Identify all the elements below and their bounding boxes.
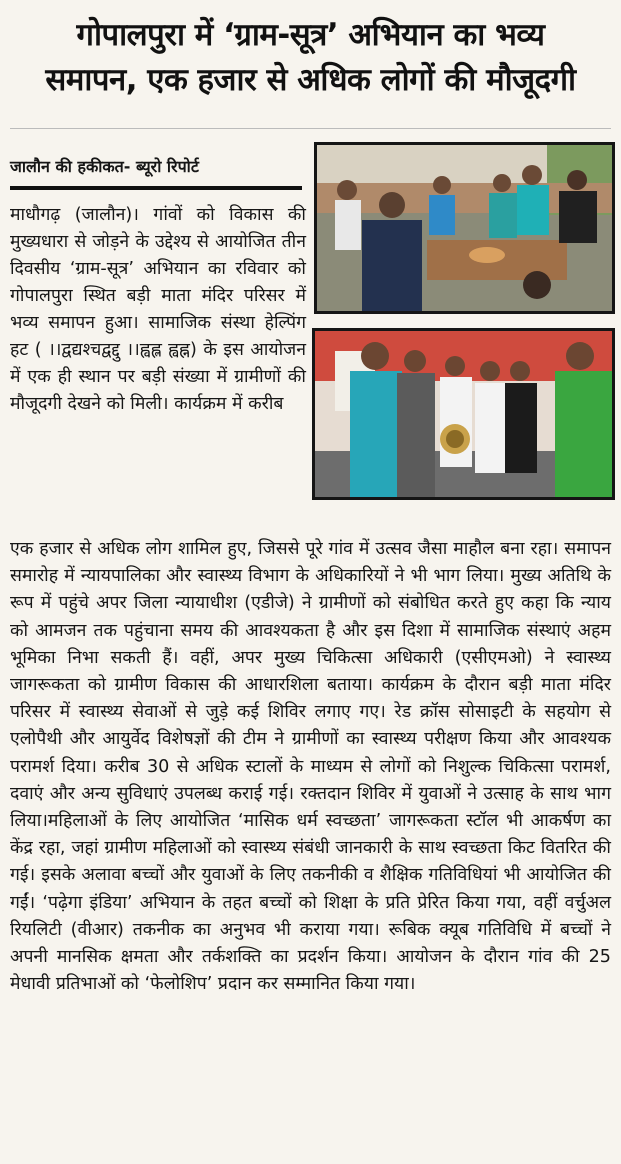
headline-line-2: समापन, एक हजार से अधिक लोगों की मौजूदगी xyxy=(45,62,576,98)
article-paragraph-narrow: माधौगढ़ (जालौन)। गांवों को विकास की मुख्यधारा से जोड़ने के उद्देश्य से आयोजित तीन दिवसीय ‘ग्राम-सूत्र’ अभियान का रविवार को गोपालपुरा स्थित बड़ी माता मंदिर परिसर में भव्य समापन हुआ। सामाजिक संस्था हेल्पिंग हट ( ।।द्वद्यश्चद्वद्दु ।।ह्वह्ल ह्वह्न) के इस आयोजन में एक ही स्थान पर बड़ी संख्या में ग्रामीणों की मौजूदगी देखने को मिली। कार्यक्रम में करीब xyxy=(10,205,306,414)
article-body-narrow xyxy=(10,202,306,418)
photo-meeting-image xyxy=(317,145,612,311)
article-paragraph-wide: एक हजार से अधिक लोग शामिल हुए, जिससे पूरे गांव में उत्सव जैसा माहौल बना रहा। समापन समारोह में न्यायपालिका और स्वास्थ्य विभाग के अधिकारियों ने भी भाग लिया। मुख्य अतिथि के रूप में पहुंचे अपर जिला न्यायाधीश (एडीजे) ने ग्रामीणों को संबोधित करते हुए कहा कि न्याय को आमजन तक पहुंचाना समय की आवश्यकता है और इस दिशा में सामाजिक संस्थाएं अहम भूमिका निभा सकती हैं। वहीं, अपर मुख्य चिकित्सा अधिकारी (एसीएमओ) ने स्वास्थ्य जागरूकता को ग्रामीण विकास की आधारशिला बताया। कार्यक्रम के दौरान बड़ी माता मंदिर परिसर में स्वास्थ्य सेवाओं से जुड़े कई शिविर लगाए गए। रेड क्रॉस सोसाइटी के सहयोग से एलोपैथी और आयुर्वेद विशेषज्ञों की टीम ने ग्रामीणों का स्वास्थ्य परीक्षण किया और आवश्यक परामर्श दिया। करीब 30 से अधिक स्टालों के माध्यम से लोगों को निशुल्क चिकित्सा परामर्श, दवाएं और अन्य सुविधाएं उपलब्ध कराई गई। रक्तदान शिविर में युवाओं ने उत्साह के साथ भाग लिया।महिलाओं के लिए आयोजित ‘मासिक धर्म स्वच्छता’ जागरूकता स्टॉल भी आकर्षण का केंद्र रहा, जहां ग्रामीण महिलाओं को स्वास्थ्य संबंधी जानकारी के साथ स्वच्छता किट वितरित की गई। इसके अलावा बच्चों और युवाओं के लिए तकनीकी व शैक्षिक गतिविधियां भी आयोजित की गईं। ‘पढ़ेगा इंडिया’ अभियान के तहत बच्चों को शिक्षा के प्रति प्रेरित किया गया, वहीं वर्चुअल रियलिटी (वीआर) तकनीक का अनुभव भी कराया गया। रूबिक क्यूब गतिविधि में बच्चों ने अपनी मानसिक क्षमता और तर्कशक्ति का प्रदर्शन किया। आयोजन के दौरान गांव की 25 मेधावी प्रतिभाओं को ‘फेलोशिप’ प्रदान कर सम्मानित किया गया। xyxy=(10,539,611,995)
byline: जालौन की हकीकत- ब्यूरो रिपोर्ट xyxy=(10,154,302,190)
photo-meeting xyxy=(314,142,615,314)
article-body-wide xyxy=(10,536,611,998)
headline xyxy=(10,0,611,102)
headline-divider xyxy=(10,128,611,129)
headline-line-1: गोपालपुरा में ‘ग्राम-सूत्र’ अभियान का भव्य xyxy=(76,17,545,53)
photo-felicitation-image xyxy=(315,331,612,497)
article-top xyxy=(10,150,611,532)
photo-felicitation xyxy=(312,328,615,500)
